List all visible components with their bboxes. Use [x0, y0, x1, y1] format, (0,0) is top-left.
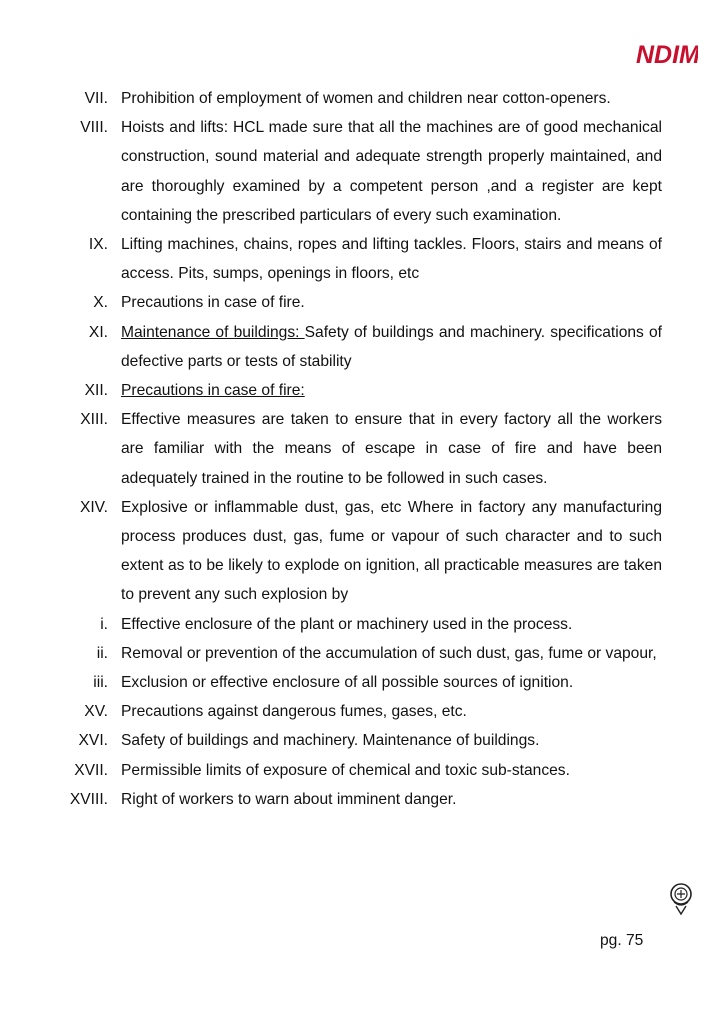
item-text: Precautions against dangerous fumes, gases, etc.: [121, 703, 467, 721]
ndim-logo-icon: [636, 38, 698, 68]
item-number: XII.: [84, 382, 108, 400]
item-text: Prohibition of employment of women and children near cotton-openers.: [121, 90, 611, 107]
sub-list-item: [58, 639, 662, 668]
list-item: [58, 493, 662, 610]
item-text: Effective measures are taken to ensure that in every factory all the workers are familiar with the means of escape in case of fire and have been adequately trained in the routine to be followed in such cases.: [121, 411, 662, 487]
item-number: XVI.: [78, 732, 108, 750]
list-item: [58, 697, 662, 726]
ndim-logo: [636, 38, 698, 68]
item-number: VIII.: [80, 119, 108, 137]
item-text: [121, 376, 662, 405]
item-number: i.: [100, 615, 108, 633]
list-item: [58, 84, 662, 113]
sub-list-item: [58, 668, 662, 697]
list-item: [58, 113, 662, 230]
item-number: X.: [93, 294, 108, 312]
list-item: [58, 376, 662, 405]
item-text: Right of workers to warn about imminent danger.: [121, 790, 457, 808]
item-number: XI.: [88, 323, 108, 341]
item-number: VII.: [84, 90, 108, 107]
list-item: [58, 318, 662, 376]
item-text: Hoists and lifts: HCL made sure that all the machines are of good mechanical construction, sound material and adequate strength properly maintained, and are thoroughly examined by a competent person ,and a register are kept containing the prescribed particulars of every such examination.: [121, 119, 662, 224]
item-text: Removal or prevention of the accumulation of such dust, gas, fume or vapour,: [121, 644, 657, 662]
item-number: ii.: [96, 644, 108, 662]
list-item: [58, 756, 662, 785]
item-text: Explosive or inflammable dust, gas, etc Where in factory any manufacturing process produces dust, gas, fume or vapour of such character and to such extent as to be likely to explode on ignition, all practicable measures are taken to prevent any such explosion by: [121, 498, 662, 604]
list-item: [58, 230, 662, 288]
item-text: Lifting machines, chains, ropes and lifting tackles. Floors, stairs and means of access. Pits, sumps, openings in floors, etc: [121, 236, 662, 283]
item-number: XIV.: [79, 498, 108, 516]
item-text: Safety of buildings and machinery. Maintenance of buildings.: [121, 732, 540, 750]
list-item: [58, 726, 662, 755]
item-number: XVII.: [74, 761, 108, 779]
item-number: iii.: [93, 674, 108, 692]
list-item: [58, 405, 662, 493]
item-number: XV.: [84, 703, 108, 721]
document-body: [58, 84, 662, 814]
item-heading-underlined: Precautions in case of fire:: [121, 382, 305, 400]
page-number: pg. 75: [600, 932, 644, 949]
item-number: XVIII.: [69, 790, 108, 808]
item-text: [121, 318, 662, 376]
list-item: [58, 288, 662, 317]
item-text: Effective enclosure of the plant or machinery used in the process.: [121, 615, 573, 633]
item-number: XIII.: [80, 411, 108, 429]
item-text: Exclusion or effective enclosure of all possible sources of ignition.: [121, 674, 574, 692]
item-text: Precautions in case of fire.: [121, 294, 305, 312]
item-text-rest: Safety of buildings and machinery. specifications of defective parts or tests of stability: [121, 323, 662, 370]
item-heading-underlined: Maintenance of buildings:: [121, 323, 305, 341]
list-item: [58, 785, 662, 814]
sub-list-item: [58, 610, 662, 639]
item-text: Permissible limits of exposure of chemical and toxic sub-stances.: [121, 761, 570, 779]
emblem-icon: [668, 882, 694, 916]
item-number: IX.: [88, 236, 108, 254]
logo-text: NDIM: [636, 41, 698, 68]
